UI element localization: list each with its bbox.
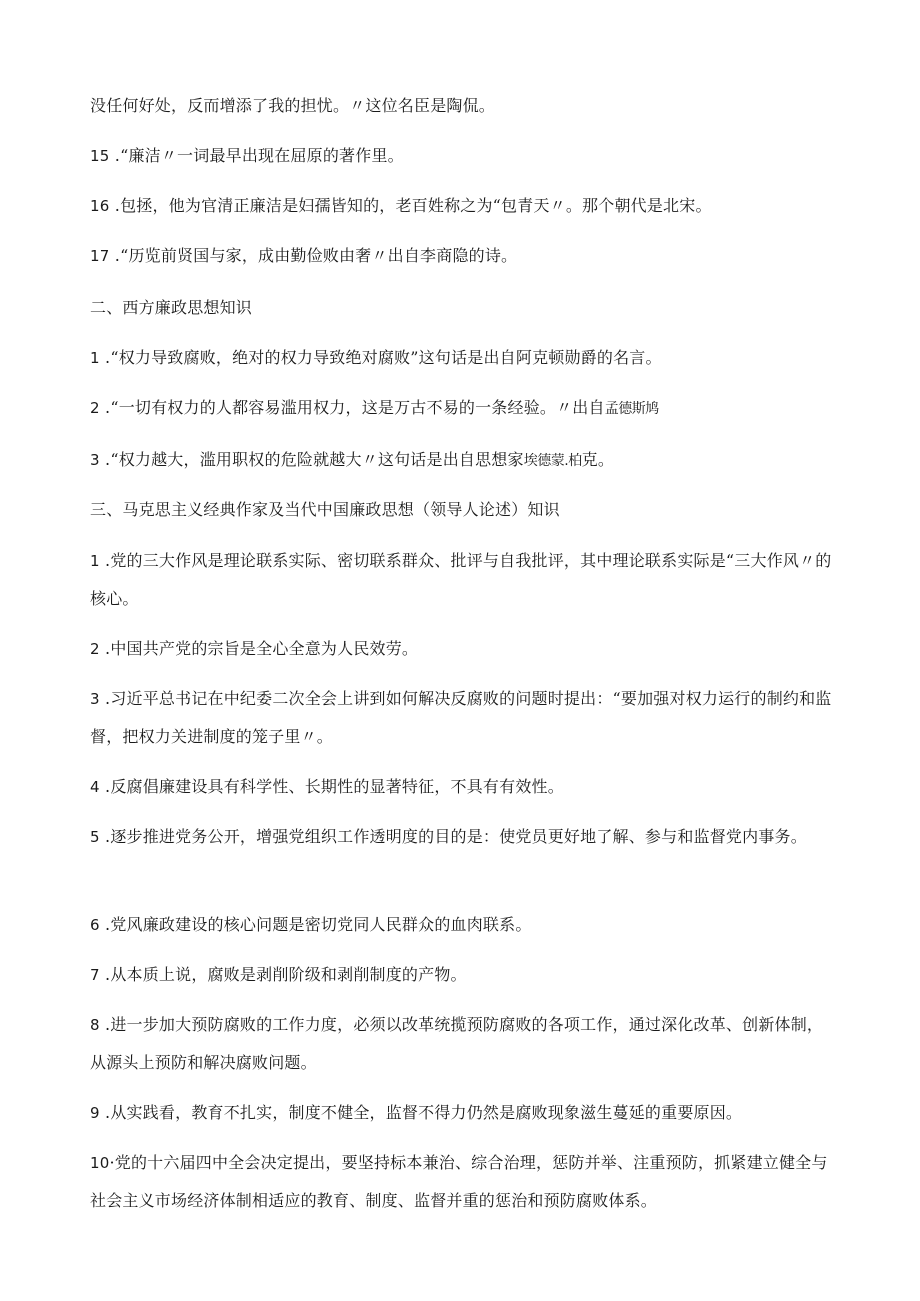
marx-item-7 bbox=[90, 956, 835, 994]
item-number: 3 bbox=[90, 690, 100, 708]
line-text: .包拯，他为官清正廉洁是妇孺皆知的，老百姓称之为“包青天〃。那个朝代是北宋。 bbox=[109, 196, 712, 215]
west-item-1 bbox=[90, 348, 830, 368]
marx-item-9 bbox=[90, 1094, 835, 1132]
line-text: .“一切有权力的人都容易滥用权力，这是万古不易的一条经验。〃出自 bbox=[99, 398, 605, 417]
west-item-3 bbox=[90, 450, 830, 471]
text-line-continuation bbox=[90, 96, 830, 116]
item-number: 6 bbox=[90, 916, 100, 934]
para-text: ·党的十六届四中全会决定提出，要坚持标本兼治、综合治理，惩防并举、注重预防，抓紧建立健全与社会主义市场经济体制相适应的教育、制度、监督并重的惩治和预防腐败体系。 bbox=[90, 1153, 828, 1210]
item-number: 15 bbox=[90, 147, 110, 165]
heading-text: 二、西方廉政思想知识 bbox=[90, 298, 253, 317]
line-text: .“历览前贤国与家，成由勤俭败由奢〃出自李商隐的诗。 bbox=[109, 246, 518, 265]
line-text: 没任何好处，反而增添了我的担忧。〃这位名臣是陶侃。 bbox=[90, 96, 496, 115]
item-number: 7 bbox=[90, 966, 100, 984]
marx-item-6 bbox=[90, 906, 835, 944]
item-number: 1 bbox=[90, 552, 100, 570]
author-name: 孟德斯鸠 bbox=[604, 401, 659, 417]
para-text: .从实践看，教育不扎实，制度不健全，监督不得力仍然是腐败现象滋生蔓延的重要原因。 bbox=[99, 1103, 743, 1122]
west-item-2 bbox=[90, 398, 830, 419]
para-text: .从本质上说，腐败是剥削阶级和剥削制度的产物。 bbox=[99, 965, 467, 984]
para-text: .进一步加大预防腐败的工作力度，必须以改革统揽预防腐败的各项工作，通过深化改革、创新体制，从源头上预防和解决腐败问题。 bbox=[90, 1015, 824, 1072]
para-text: .习近平总书记在中纪委二次全会上讲到如何解决反腐败的问题时提出：“要加强对权力运行的制约和监督，把权力关进制度的笼子里〃。 bbox=[90, 689, 832, 746]
marx-item-8 bbox=[90, 1006, 835, 1081]
item-15 bbox=[90, 146, 830, 166]
item-17 bbox=[90, 246, 830, 266]
item-number: 17 bbox=[90, 247, 110, 265]
para-text: .反腐倡廉建设具有科学性、长期性的显著特征，不具有有效性。 bbox=[99, 777, 564, 796]
marx-item-1 bbox=[90, 542, 835, 617]
item-number: 9 bbox=[90, 1104, 100, 1122]
line-text: .“权力导致腐败，绝对的权力导致绝对腐败”这句话是出自阿克顿勋爵的名言。 bbox=[99, 348, 662, 367]
para-text: .党的三大作风是理论联系实际、密切联系群众、批评与自我批评，其中理论联系实际是“三大作风〃的核心。 bbox=[90, 551, 832, 608]
section-heading-3 bbox=[90, 500, 830, 520]
line-text: .“廉洁〃一词最早出现在屈原的著作里。 bbox=[109, 146, 404, 165]
author-name: 埃德蒙.柏 bbox=[523, 453, 582, 469]
item-number: 16 bbox=[90, 197, 110, 215]
para-text: .逐步推进党务公开，增强党组织工作透明度的目的是：使党员更好地了解、参与和监督党内事务。 bbox=[99, 827, 807, 846]
item-16 bbox=[90, 196, 830, 216]
item-number: 3 bbox=[90, 451, 100, 469]
item-number: 8 bbox=[90, 1016, 100, 1034]
item-number: 2 bbox=[90, 640, 100, 658]
marx-item-5 bbox=[90, 818, 835, 856]
item-number: 5 bbox=[90, 828, 100, 846]
item-number: 10 bbox=[90, 1154, 110, 1172]
item-number: 1 bbox=[90, 349, 100, 367]
marx-item-2 bbox=[90, 630, 835, 668]
line-tail: 克。 bbox=[581, 450, 615, 469]
section-heading-2 bbox=[90, 298, 830, 318]
marx-item-3 bbox=[90, 680, 835, 755]
marx-item-4 bbox=[90, 768, 835, 806]
para-text: .党风廉政建设的核心问题是密切党同人民群众的血肉联系。 bbox=[99, 915, 532, 934]
item-number: 4 bbox=[90, 778, 100, 796]
heading-text: 三、马克思主义经典作家及当代中国廉政思想（领导人论述）知识 bbox=[90, 500, 560, 519]
line-text: .“权力越大，滥用职权的危险就越大〃这句话是出自思想家 bbox=[99, 450, 524, 469]
item-number: 2 bbox=[90, 399, 100, 417]
para-text: .中国共产党的宗旨是全心全意为人民效劳。 bbox=[99, 639, 419, 658]
marx-item-10 bbox=[90, 1144, 835, 1219]
